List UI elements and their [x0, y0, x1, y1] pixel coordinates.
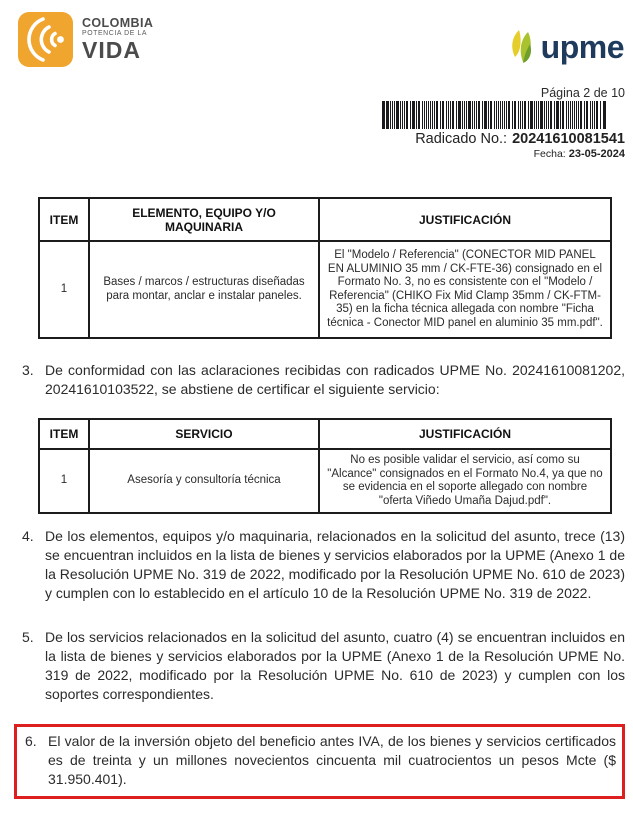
table-servicios-header-servicio: SERVICIO: [89, 419, 319, 449]
colombia-logo-line1: COLOMBIA: [82, 15, 154, 30]
document-meta: [365, 86, 625, 160]
page-indicator: Página 2 de 10: [540, 86, 625, 100]
paragraph-3-number: 3.: [22, 362, 34, 378]
paragraph-6: [25, 732, 616, 789]
cell-item: 1: [39, 449, 89, 513]
colombia-logo-line3: VIDA: [82, 37, 141, 64]
barcode: [382, 101, 625, 129]
cell-elemento: Bases / marcos / estructuras diseñadas para montar, anclar e instalar paneles.: [89, 241, 319, 338]
colombia-wave-icon: [18, 12, 73, 67]
upme-wordmark: upme: [540, 29, 624, 65]
table-servicios-header-item: ITEM: [39, 419, 89, 449]
fecha-line: [365, 148, 625, 160]
radicado-number: 20241610081541: [512, 131, 625, 147]
document-body: [22, 197, 625, 799]
table-elementos-header-justificacion: JUSTIFICACIÓN: [319, 198, 611, 241]
table-row: [39, 241, 611, 338]
table-elementos-header-item: ITEM: [39, 198, 89, 241]
cell-item: 1: [39, 241, 89, 338]
paragraph-3-text: De conformidad con las aclaraciones recibidas con radicados UPME No. 20241610081202, 20241610103522, se abstiene de certificar el siguiente servicio:: [45, 362, 625, 397]
fecha-label: Fecha:: [533, 148, 566, 160]
paragraph-5-number: 5.: [22, 629, 34, 645]
table-elementos-header-elemento: ELEMENTO, EQUIPO Y/O MAQUINARIA: [89, 198, 319, 241]
cell-justificacion: No es posible validar el servicio, así como su "Alcance" consignados en el Formato No.4, ya que no se evidencia en el soporte allegado con nombre "oferta Viñedo Umaña Dajud.pdf".: [319, 449, 611, 513]
table-servicios-header-row: [39, 419, 611, 449]
paragraph-4-text: De los elementos, equipos y/o maquinaria, relacionados en la solicitud del asunto, trece (13) se encuentran incluidos en la lista de bienes y servicios elaborados por la UPME (Anexo 1 de la Resolución UPME No. 319 de 2022, modificado por la Resolución UPME No. 610 de 2023) y cumplen con lo establecido en el artículo 10 de la Resolución UPME No. 319 de 2022.: [45, 528, 625, 601]
table-servicios-header-justificacion: JUSTIFICACIÓN: [319, 419, 611, 449]
colombia-logo-text: [82, 17, 153, 62]
paragraph-6-number: 6.: [25, 733, 37, 749]
radicado-line: [365, 131, 625, 147]
fecha-value: 23-05-2024: [568, 148, 625, 160]
colombia-logo-line2: POTENCIA DE LA: [82, 30, 148, 38]
paragraph-4: [22, 527, 625, 603]
table-servicios: [38, 418, 612, 514]
cell-servicio: Asesoría y consultoría técnica: [89, 449, 319, 513]
radicado-label: Radicado No.:: [415, 131, 508, 147]
paragraph-3: [22, 361, 625, 399]
paragraph-5-text: De los servicios relacionados en la solicitud del asunto, cuatro (4) se encuentran incluidos en la lista de bienes y servicios elaborados por la UPME (Anexo 1 de la Resolución UPME No. 319 de 2022, modificado por la Resolución UPME No. 610 de 2023) y cumplen con los soportes correspondientes.: [45, 629, 625, 702]
paragraph-6-text: El valor de la inversión objeto del beneficio antes IVA, de los bienes y servicios certificados es de treinta y un millones novecientos cincuenta mil cuatrocientos un pesos Mcte ($ 31.950.401).: [48, 733, 616, 787]
paragraph-4-number: 4.: [22, 528, 34, 544]
table-elementos: [38, 197, 612, 339]
highlight-red-box: [14, 724, 625, 799]
colombia-logo: [18, 12, 153, 67]
paragraph-5: [22, 628, 625, 704]
upme-leaf-icon: [508, 28, 538, 66]
upme-logo: [508, 28, 624, 66]
cell-justificacion: El "Modelo / Referencia" (CONECTOR MID PANEL EN ALUMINIO 35 mm / CK-FTE-36) consignado en el Formato No. 3, no es consistente con el "Modelo / Referencia" (CHIKO Fix Mid Clamp 35mm / CK-FTM-35) en la ficha técnica allegada con nombre "Ficha técnica - Conector MID panel en aluminio 35 mm.pdf".: [319, 241, 611, 338]
table-elementos-header-row: [39, 198, 611, 241]
table-row: [39, 449, 611, 513]
